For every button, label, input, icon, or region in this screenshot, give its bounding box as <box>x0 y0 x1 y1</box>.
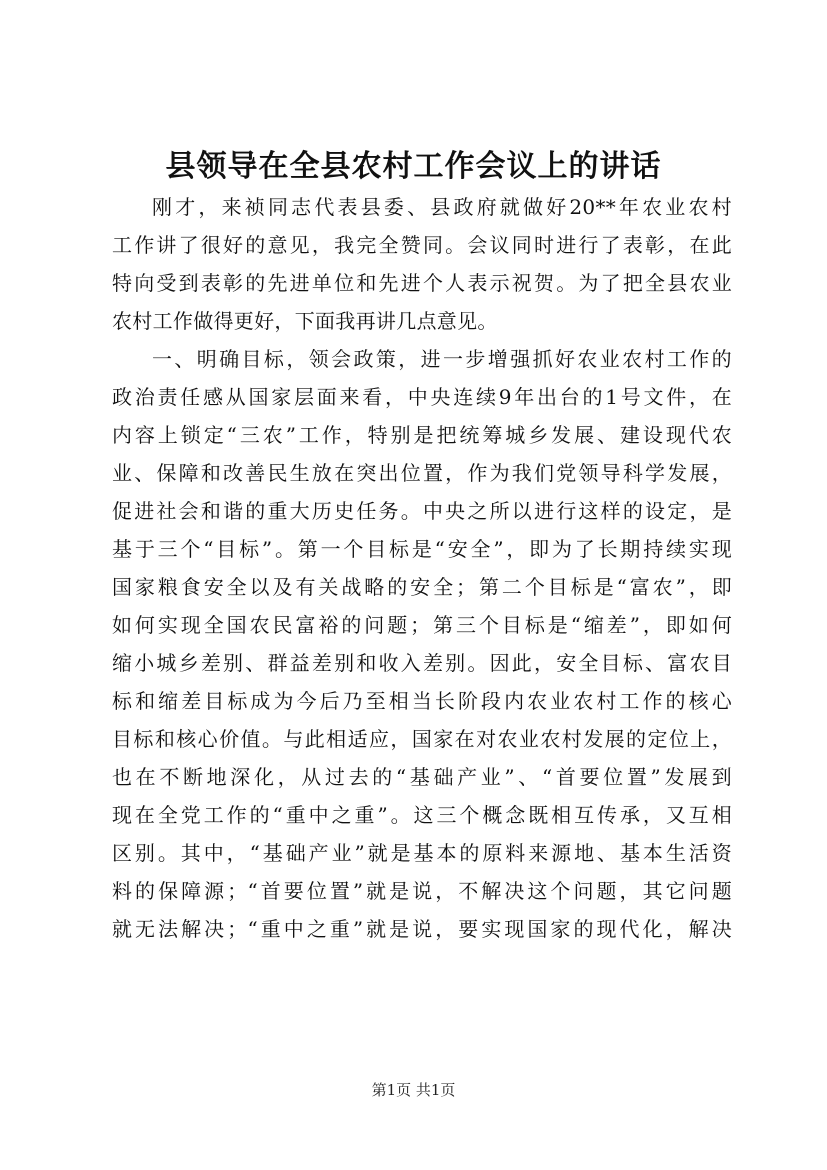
body-line: 特向受到表彰的先进单位和先进个人表示祝贺。为了把全县农业 <box>112 271 732 295</box>
body-line: 就无法解决；“重中之重”就是说，要实现国家的现代化，解决 <box>112 917 732 941</box>
body-line: 基于三个“目标”。第一个目标是“安全”，即为了长期持续实现 <box>112 537 732 561</box>
body-line: 政治责任感从国家层面来看，中央连续9年出台的1号文件，在 <box>112 385 732 409</box>
body-line: 业、保障和改善民生放在突出位置，作为我们党领导科学发展， <box>112 461 732 485</box>
document-title: 县领导在全县农村工作会议上的讲话 <box>165 149 662 184</box>
body-line: 区别。其中，“基础产业”就是基本的原料来源地、基本生活资 <box>112 841 732 865</box>
body-line: 一、明确目标，领会政策，进一步增强抓好农业农村工作的 <box>152 347 732 371</box>
body-line: 标和缩差目标成为今后乃至相当长阶段内农业农村工作的核心 <box>112 689 732 713</box>
page-number-footer: 第1页 共1页 <box>371 1081 456 1099</box>
body-line: 料的保障源；“首要位置”就是说，不解决这个问题，其它问题 <box>112 879 732 903</box>
body-line: 农村工作做得更好，下面我再讲几点意见。 <box>112 309 498 333</box>
body-line: 也在不断地深化，从过去的“基础产业”、“首要位置”发展到 <box>112 765 732 789</box>
document-body <box>112 188 732 948</box>
body-line: 缩小城乡差别、群益差别和收入差别。因此，安全目标、富农目 <box>112 651 732 675</box>
body-line: 国家粮食安全以及有关战略的安全；第二个目标是“富农”，即 <box>112 575 732 599</box>
body-line: 如何实现全国农民富裕的问题；第三个目标是“缩差”，即如何 <box>112 613 732 637</box>
body-line: 工作讲了很好的意见，我完全赞同。会议同时进行了表彰，在此 <box>112 233 732 257</box>
body-line: 目标和核心价值。与此相适应，国家在对农业农村发展的定位上， <box>112 727 732 751</box>
body-line: 内容上锁定“三农”工作，特别是把统筹城乡发展、建设现代农 <box>112 423 732 447</box>
body-line: 现在全党工作的“重中之重”。这三个概念既相互传承，又互相 <box>112 803 732 827</box>
body-line: 促进社会和谐的重大历史任务。中央之所以进行这样的设定，是 <box>112 499 732 523</box>
body-line: 刚才，来祯同志代表县委、县政府就做好20**年农业农村 <box>152 195 732 219</box>
